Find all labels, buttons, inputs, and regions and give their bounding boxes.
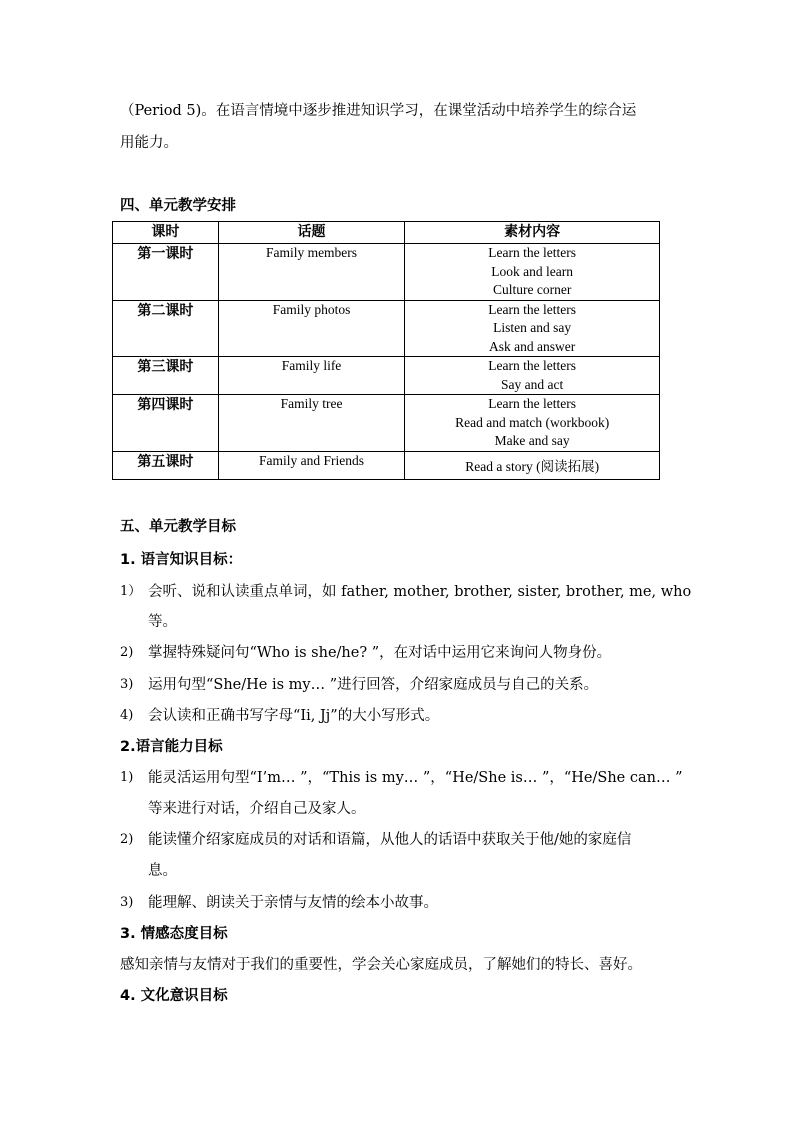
header-content: 素材内容 <box>405 222 660 244</box>
header-topic: 话题 <box>218 222 405 244</box>
intro-line-2: 用能力。 <box>120 135 178 151</box>
list-item-text: 能理解、朗读关于亲情与友情的绘本小故事。 <box>148 895 438 911</box>
item-number: 3) <box>120 677 134 692</box>
period-cell: 第五课时 <box>113 452 219 480</box>
topic-cell: Family members <box>218 244 405 301</box>
list-item-text: 掌握特殊疑问句“Who is she/he? ”，在对话中运用它来询问人物身份。 <box>148 645 612 661</box>
topic-cell: Family and Friends <box>218 452 405 480</box>
content-line: Learn the letters <box>488 245 576 260</box>
list-item-text: 能读懂介绍家庭成员的对话和语篇，从他人的话语中获取关于他/她的家庭信 <box>148 832 632 848</box>
period-cell: 第一课时 <box>113 244 219 301</box>
intro-line-1: （Period 5)。在语言情境中逐步推进知识学习，在课堂活动中培养学生的综合运 <box>120 103 637 119</box>
period-cell: 第四课时 <box>113 395 219 452</box>
content-line: Make and say <box>494 433 570 448</box>
item-number: 1） <box>120 584 142 599</box>
list-item-text: 会听、说和认读重点单词，如 father, mother, brother, sister, brother, me, who <box>148 584 692 600</box>
content-line: Read a story (阅读拓展) <box>465 459 600 474</box>
content-line: Read and match (workbook) <box>455 414 610 430</box>
list-item-text-continued: 等。 <box>148 614 177 630</box>
item-number: 2) <box>120 832 134 847</box>
content-cell <box>405 452 660 480</box>
list-item-text: 能灵活运用句型“I’m… ”，“This is my… ”，“He/She is… ”，“He/She can… ” <box>148 770 683 786</box>
content-line: Learn the letters <box>488 301 576 317</box>
content-line: Learn the letters <box>488 396 576 411</box>
schedule-table <box>112 221 660 480</box>
content-line: Look and learn <box>491 263 573 279</box>
list-item-text-continued: 息。 <box>148 863 177 879</box>
list-item-text-continued: 等来进行对话，介绍自己及家人。 <box>148 801 366 817</box>
section5-heading: 五、单元教学目标 <box>120 519 236 535</box>
subsection-title-culture: 4. 文化意识目标 <box>120 988 228 1004</box>
subsection-title-knowledge: 1. 语言知识目标： <box>120 552 243 568</box>
item-number: 3) <box>120 895 134 910</box>
table-row <box>113 300 660 357</box>
attitude-text: 感知亲情与友情对于我们的重要性，学会关心家庭成员，了解她们的特长、喜好。 <box>120 957 642 973</box>
content-cell <box>405 300 660 357</box>
content-line: Culture corner <box>492 282 572 297</box>
topic-cell: Family life <box>218 357 405 395</box>
section4-heading: 四、单元教学安排 <box>120 198 236 214</box>
content-line: Say and act <box>501 376 564 392</box>
topic-cell: Family tree <box>218 395 405 452</box>
table-row <box>113 395 660 452</box>
list-item-text: 运用句型“She/He is my… ”进行回答，介绍家庭成员与自己的关系。 <box>148 677 599 693</box>
header-period: 课时 <box>113 222 219 244</box>
content-line: Learn the letters <box>488 358 576 373</box>
content-line: Ask and answer <box>489 338 576 354</box>
table-row <box>113 452 660 480</box>
item-number: 4) <box>120 708 134 723</box>
subsection-title-ability: 2.语言能力目标 <box>120 739 223 755</box>
period-cell: 第三课时 <box>113 357 219 395</box>
topic-cell: Family photos <box>218 300 405 357</box>
content-cell <box>405 244 660 301</box>
subsection-title-attitude: 3. 情感态度目标 <box>120 926 228 942</box>
list-item-text: 会认读和正确书写字母“Ii, Jj”的大小写形式。 <box>148 708 440 724</box>
content-cell <box>405 357 660 395</box>
item-number: 2) <box>120 645 134 660</box>
table-row <box>113 244 660 301</box>
item-number: 1) <box>120 770 134 785</box>
content-line: Listen and say <box>493 320 572 335</box>
period-cell: 第二课时 <box>113 300 219 357</box>
content-cell <box>405 395 660 452</box>
table-header-row <box>113 222 660 244</box>
table-row <box>113 357 660 395</box>
